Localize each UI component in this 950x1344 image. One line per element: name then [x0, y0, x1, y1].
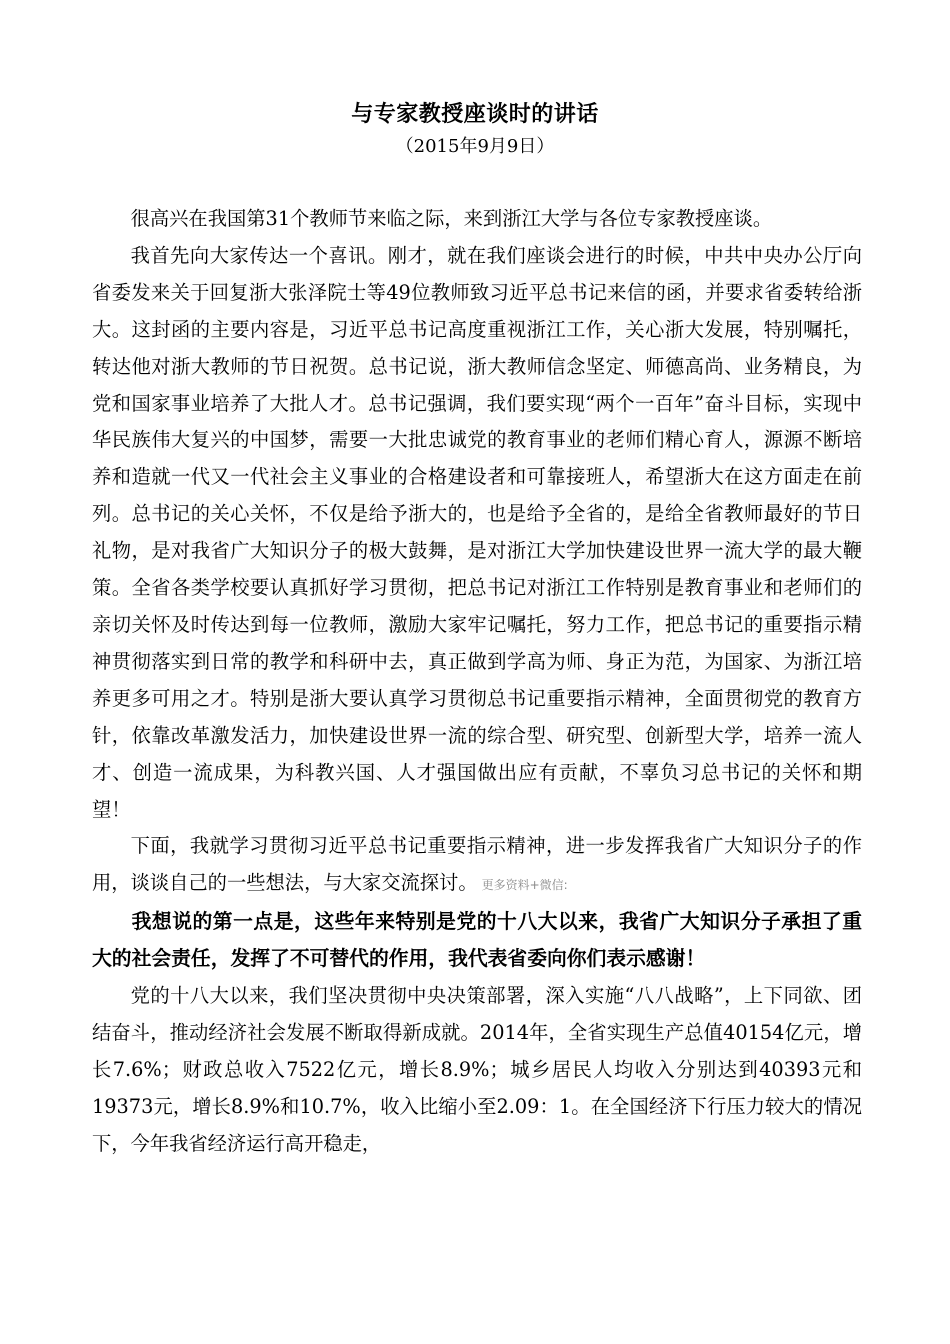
page-title: 与专家教授座谈时的讲话	[351, 101, 599, 127]
more-info-note: 更多资料+微信:	[481, 878, 568, 893]
paragraph-1: 很高兴在我国第31个教师节来临之际，来到浙江大学与各位专家教授座谈。	[130, 207, 773, 230]
paragraph-4: 党的十八大以来，我们坚决贯彻中央决策部署，深入实施“八八战略”，上下同欲、团结奋斗，推动经济社会发展不断取得新成就。2014年，全省实现生产总值40154亿元，增长7.6%；财政总收入7522亿元，增长8.9%；城乡居民人均收入分别达到40393元和19373元，增长8.9%和10.7%，收入比缩小至2.09：1。在全国经济下行压力较大的情况下，今年我省经济运行高开稳走，	[92, 984, 862, 1155]
paragraph-2: 我首先向大家传达一个喜讯。刚才，就在我们座谈会进行的时候，中共中央办公厅向省委发来关于回复浙大张泽院士等49位教师致习近平总书记来信的函，并要求省委转给浙大。这封函的主要内容是，习近平总书记高度重视浙江工作，关心浙大发展，特别嘱托，转达他对浙大教师的节日祝贺。总书记说，浙大教师信念坚定、师德高尚、业务精良，为党和国家事业培养了大批人才。总书记强调，我们要实现“两个一百年”奋斗目标，实现中华民族伟大复兴的中国梦，需要一大批忠诚党的教育事业的老师们精心育人，源源不断培养和造就一代又一代社会主义事业的合格建设者和可靠接班人，希望浙大在这方面走在前列。总书记的关心关怀，不仅是给予浙大的，也是给予全省的，是给全省教师最好的节日礼物，是对我省广大知识分子的极大鼓舞，是对浙江大学加快建设世界一流大学的最大鞭策。全省各类学校要认真抓好学习贯彻，把总书记对浙江工作特别是教育事业和老师们的亲切关怀及时传达到每一位教师，激励大家牢记嘱托，努力工作，把总书记的重要指示精神贯彻落实到日常的教学和科研中去，真正做到学高为师、身正为范，为国家、为浙江培养更多可用之才。特别是浙大要认真学习贯彻总书记重要指示精神，全面贯彻党的教育方针，依靠改革激发活力，加快建设世界一流的综合型、研究型、创新型大学，培养一流人才、创造一流成果，为科教兴国、人才强国做出应有贡献，不辜负习总书记的关怀和期望！	[92, 243, 862, 821]
speech-date: （2015年9月9日）	[395, 136, 555, 157]
body-text	[92, 201, 862, 1163]
section-heading-1: 我想说的第一点是，这些年来特别是党的十八大以来，我省广大知识分子承担了重大的社会责任，发挥了不可替代的作用，我代表省委向你们表示感谢！	[92, 910, 862, 971]
paragraph-3-text: 下面，我就学习贯彻习近平总书记重要指示精神，进一步发挥我省广大知识分子的作用，谈谈自己的一些想法，与大家交流探讨。	[92, 834, 862, 895]
paragraph-3	[92, 828, 862, 904]
